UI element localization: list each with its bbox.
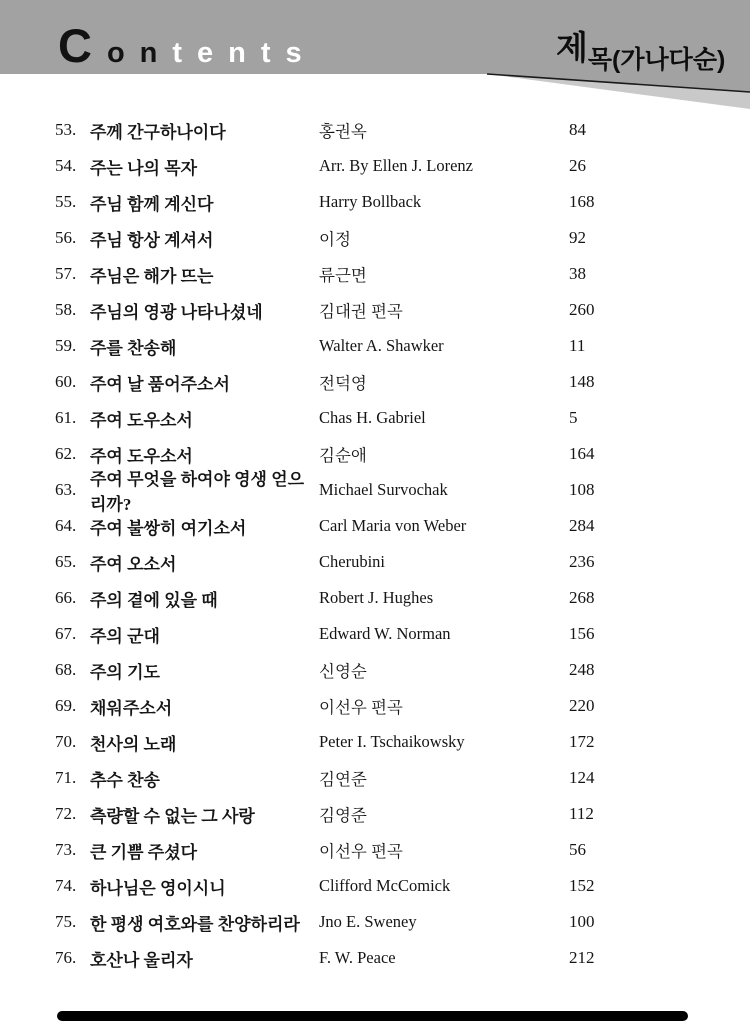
- entry-composer: Jno E. Sweney: [319, 912, 417, 931]
- entry-page: 38: [569, 264, 586, 283]
- entry-title: 주께 간구하나이다: [90, 122, 226, 142]
- entry-page: 84: [569, 120, 586, 139]
- entry-number: 76.: [55, 948, 77, 967]
- toc-row: [0, 796, 750, 832]
- entry-composer: 이정: [319, 230, 351, 249]
- entry-number: 60.: [55, 372, 77, 391]
- entry-composer: 이선우 편곡: [319, 842, 403, 861]
- entry-title: 주여 도우소서: [90, 410, 193, 430]
- entry-composer: Arr. By Ellen J. Lorenz: [319, 156, 473, 175]
- entry-title: 주의 군대: [90, 626, 160, 646]
- entry-number: 63.: [55, 480, 77, 499]
- entry-title: 주는 나의 목자: [90, 158, 198, 178]
- entry-composer: Clifford McComick: [319, 876, 451, 895]
- toc-row: [0, 220, 750, 256]
- entry-page: 112: [569, 804, 594, 823]
- contents-light-letters: tents: [172, 37, 317, 69]
- entry-title: 주를 찬송해: [90, 338, 177, 358]
- korean-title: [556, 22, 726, 74]
- entry-number: 68.: [55, 660, 77, 679]
- entry-number: 54.: [55, 156, 77, 175]
- entry-title: 호산나 울리자: [90, 950, 193, 970]
- entry-composer: Edward W. Norman: [319, 624, 451, 643]
- entry-number: 66.: [55, 588, 77, 607]
- entry-page: 248: [569, 660, 595, 679]
- toc-row: [0, 400, 750, 436]
- toc-row: [0, 508, 750, 544]
- toc-row: [0, 544, 750, 580]
- entry-title: 측량할 수 없는 그 사랑: [90, 806, 255, 826]
- entry-number: 53.: [55, 120, 77, 139]
- entry-composer: Carl Maria von Weber: [319, 516, 467, 535]
- entry-number: 65.: [55, 552, 77, 571]
- toc-row: [0, 470, 750, 514]
- entry-number: 74.: [55, 876, 77, 895]
- entry-page: 100: [569, 912, 595, 931]
- entry-composer: 신영순: [319, 662, 367, 681]
- toc-row: [0, 616, 750, 652]
- entry-title: 주님의 영광 나타나셨네: [90, 302, 263, 322]
- entry-number: 69.: [55, 696, 77, 715]
- entry-page: 124: [569, 768, 595, 787]
- contents-title: [58, 18, 317, 73]
- toc-row: [0, 688, 750, 724]
- contents-initial: C: [58, 19, 107, 72]
- entry-title: 주님 함께 계신다: [90, 194, 214, 214]
- entry-number: 72.: [55, 804, 77, 823]
- entry-number: 73.: [55, 840, 77, 859]
- entry-title: 채워주소서: [90, 698, 173, 718]
- entry-number: 62.: [55, 444, 77, 463]
- toc-row: [0, 940, 750, 976]
- toc-row: [0, 652, 750, 688]
- entry-composer: Cherubini: [319, 552, 385, 571]
- toc-row: [0, 580, 750, 616]
- entry-page: 284: [569, 516, 595, 535]
- toc-row: [0, 256, 750, 292]
- entry-page: 26: [569, 156, 586, 175]
- entry-number: 71.: [55, 768, 77, 787]
- entry-title: 주여 도우소서: [90, 446, 193, 466]
- entry-composer: Michael Survochak: [319, 480, 448, 499]
- entry-title: 주의 기도: [90, 662, 160, 682]
- entry-page: 260: [569, 300, 595, 319]
- entry-page: 108: [569, 480, 595, 499]
- entry-number: 59.: [55, 336, 77, 355]
- footer-bar: [57, 1011, 688, 1021]
- entry-title: 추수 찬송: [90, 770, 160, 790]
- toc-row: [0, 184, 750, 220]
- entry-page: 92: [569, 228, 586, 247]
- entry-title: 하나님은 영이시니: [90, 878, 226, 898]
- entry-page: 212: [569, 948, 595, 967]
- toc-row: [0, 868, 750, 904]
- entry-title: 주여 오소서: [90, 554, 177, 574]
- entry-number: 55.: [55, 192, 77, 211]
- entry-number: 58.: [55, 300, 77, 319]
- entry-title: 주님은 해가 뜨는: [90, 266, 214, 286]
- entry-page: 164: [569, 444, 595, 463]
- entry-number: 57.: [55, 264, 77, 283]
- entry-page: 168: [569, 192, 595, 211]
- entry-number: 67.: [55, 624, 77, 643]
- toc-row: [0, 292, 750, 328]
- entry-title: 주여 무엇을 하여야 영생 얻으리까?: [90, 470, 305, 514]
- entry-title: 주의 곁에 있을 때: [90, 590, 218, 610]
- entry-page: 152: [569, 876, 595, 895]
- entry-page: 5: [569, 408, 578, 427]
- entry-title: 천사의 노래: [90, 734, 177, 754]
- entry-composer: 홍권옥: [319, 122, 367, 141]
- entry-number: 75.: [55, 912, 77, 931]
- entry-composer: 류근면: [319, 266, 367, 285]
- entry-page: 172: [569, 732, 595, 751]
- toc-row: [0, 724, 750, 760]
- entry-composer: 김영준: [319, 806, 367, 825]
- entry-title: 큰 기쁨 주셨다: [90, 842, 198, 862]
- entry-page: 56: [569, 840, 586, 859]
- entry-title: 주여 날 품어주소서: [90, 374, 230, 394]
- toc-row: [0, 364, 750, 400]
- entry-page: 148: [569, 372, 595, 391]
- entry-page: 236: [569, 552, 595, 571]
- entry-composer: 김대권 편곡: [319, 302, 403, 321]
- entry-composer: 김순애: [319, 446, 367, 465]
- entry-composer: 이선우 편곡: [319, 698, 403, 717]
- korean-title-large: 제: [556, 29, 588, 66]
- entry-page: 220: [569, 696, 595, 715]
- entry-composer: Robert J. Hughes: [319, 588, 434, 607]
- toc-row: [0, 328, 750, 364]
- entry-composer: Harry Bollback: [319, 192, 422, 211]
- toc-row: [0, 832, 750, 868]
- entry-title: 한 평생 여호와를 찬양하리라: [90, 914, 300, 934]
- entry-title: 주님 항상 계셔서: [90, 230, 214, 250]
- entry-page: 156: [569, 624, 595, 643]
- toc-list: [0, 112, 750, 976]
- entry-composer: Walter A. Shawker: [319, 336, 444, 355]
- entry-page: 11: [569, 336, 586, 355]
- entry-number: 61.: [55, 408, 77, 427]
- entry-title: 주여 불쌍히 여기소서: [90, 518, 247, 538]
- entry-number: 56.: [55, 228, 77, 247]
- entry-number: 70.: [55, 732, 77, 751]
- entry-composer: Peter I. Tschaikowsky: [319, 732, 465, 751]
- entry-composer: 김연준: [319, 770, 367, 789]
- toc-row: [0, 760, 750, 796]
- entry-composer: F. W. Peace: [319, 948, 396, 967]
- entry-page: 268: [569, 588, 595, 607]
- toc-row: [0, 112, 750, 148]
- entry-composer: Chas H. Gabriel: [319, 408, 426, 427]
- entry-composer: 전덕영: [319, 374, 367, 393]
- entry-number: 64.: [55, 516, 77, 535]
- korean-title-rest: 목(가나다순): [587, 46, 726, 74]
- toc-row: [0, 148, 750, 184]
- toc-row: [0, 904, 750, 940]
- contents-dark-letters: on: [106, 37, 173, 69]
